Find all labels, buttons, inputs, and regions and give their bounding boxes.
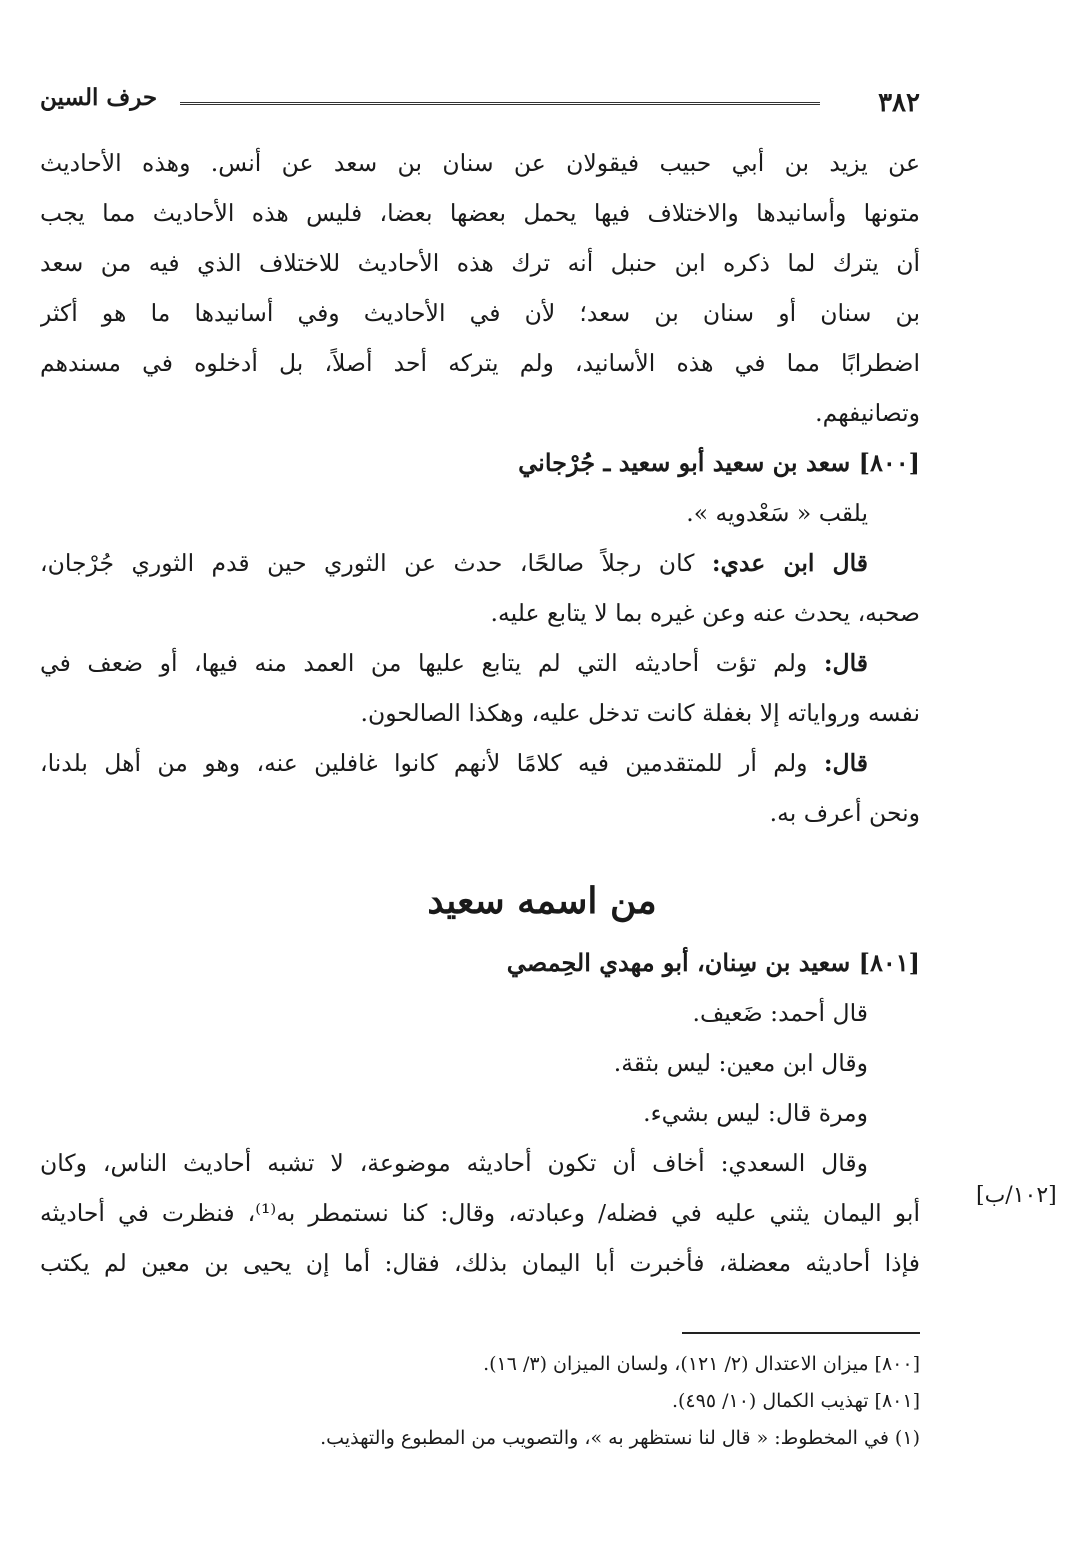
entry-heading: [٨٠٠] سعد بن سعيد أبو سعيد ـ جُرْجاني bbox=[518, 448, 920, 477]
text-line bbox=[40, 638, 920, 688]
text-line: اضطرابًا مما في هذه الأسانيد، ولم يتركه أحد أصلاً، بل أدخلوه في مسندهم bbox=[40, 349, 920, 377]
text-line: قال أحمد: ضَعيف. bbox=[692, 999, 868, 1027]
speaker-label: قال: bbox=[823, 749, 868, 777]
footnote-rule bbox=[682, 1332, 920, 1334]
speaker-label: قال ابن عدي: bbox=[711, 549, 868, 577]
text-line: فإذا أحاديثه معضلة، فأخبرت أبا اليمان بذلك، فقال: أما إن يحيى بن معين لم يكتب bbox=[40, 1249, 920, 1277]
footnotes bbox=[40, 1346, 920, 1457]
intro-paragraph bbox=[40, 138, 920, 438]
entry-heading: [٨٠١] سعيد بن سِنان، أبو مهدي الحِمصي bbox=[506, 948, 920, 977]
page-header bbox=[40, 78, 920, 118]
text-line: عن يزيد بن أبي حبيب فيقولان عن سنان بن سعد عن أنس. وهذه الأحاديث bbox=[40, 149, 920, 177]
entry-800 bbox=[40, 438, 920, 838]
text-segment: ولم تؤت أحاديثه التي لم يتابع عليها من العمد منه فيها، أو ضعف في bbox=[40, 649, 808, 677]
manuscript-folio-note: [١٠٢/ب] bbox=[976, 1183, 1057, 1208]
section-title: من اسمه سعيد bbox=[427, 880, 657, 922]
text-line: ونحن أعرف به. bbox=[769, 799, 920, 827]
text-line: نفسه ورواياته إلا بغفلة كانت تدخل عليه، وهكذا الصالحون. bbox=[360, 699, 920, 727]
text-line bbox=[40, 738, 920, 788]
text-line: وقال السعدي: أخاف أن تكون أحاديثه موضوعة، لا تشبه أحاديث الناس، وكان bbox=[40, 1149, 868, 1177]
text-segment: كان رجلاً صالحًا، حدث عن الثوري حين قدم الثوري جُرْجان، bbox=[40, 549, 695, 577]
footnote: [٨٠١] تهذيب الكمال (١٠/ ٤٩٥). bbox=[671, 1390, 920, 1412]
text-line bbox=[40, 538, 920, 588]
text-line: أن يترك لما ذكره ابن حنبل أنه ترك هذه الأحاديث للاختلاف الذي فيه من سعد bbox=[40, 249, 920, 277]
text-line: أبو اليمان يثني عليه في فضله/ وعبادته، وقال: كنا نستمطر به⁽¹⁾، فنظرت في أحاديثه bbox=[40, 1199, 920, 1227]
entry-801 bbox=[40, 938, 920, 1288]
footnote: (١) في المخطوط: « قال لنا نستظهر به »، والتصويب من المطبوع والتهذيب. bbox=[320, 1427, 920, 1449]
page-number: ٣٨٢ bbox=[878, 88, 920, 118]
text-line: وقال ابن معين: ليس بثقة. bbox=[613, 1049, 868, 1077]
text-line: متونها وأسانيدها والاختلاف فيها يحمل بعضها بعضا، فليس هذه الأحاديث مما يجب bbox=[40, 199, 920, 227]
text-line: بن سنان أو سنان بن سعد؛ لأن في الأحاديث وفي أسانيدها ما هو أكثر bbox=[40, 299, 920, 327]
speaker-label: قال: bbox=[823, 649, 868, 677]
text-line: وتصانيفهم. bbox=[815, 399, 920, 427]
footnote: [٨٠٠] ميزان الاعتدال (٢/ ١٢١)، ولسان الميزان (٣/ ١٦). bbox=[483, 1353, 920, 1375]
text-segment: ولم أر للمتقدمين فيه كلامًا لأنهم كانوا غافلين عنه، وهو من أهل بلدنا، bbox=[40, 749, 808, 777]
entry-nickname: يلقب « سَعْدويه ». bbox=[686, 499, 868, 527]
running-title: حرف السين bbox=[40, 84, 158, 111]
header-rule bbox=[180, 102, 820, 105]
text-line: ومرة قال: ليس بشيء. bbox=[643, 1099, 868, 1127]
text-line: صحبه، يحدث عنه وعن غيره بما لا يتابع عليه. bbox=[490, 599, 920, 627]
